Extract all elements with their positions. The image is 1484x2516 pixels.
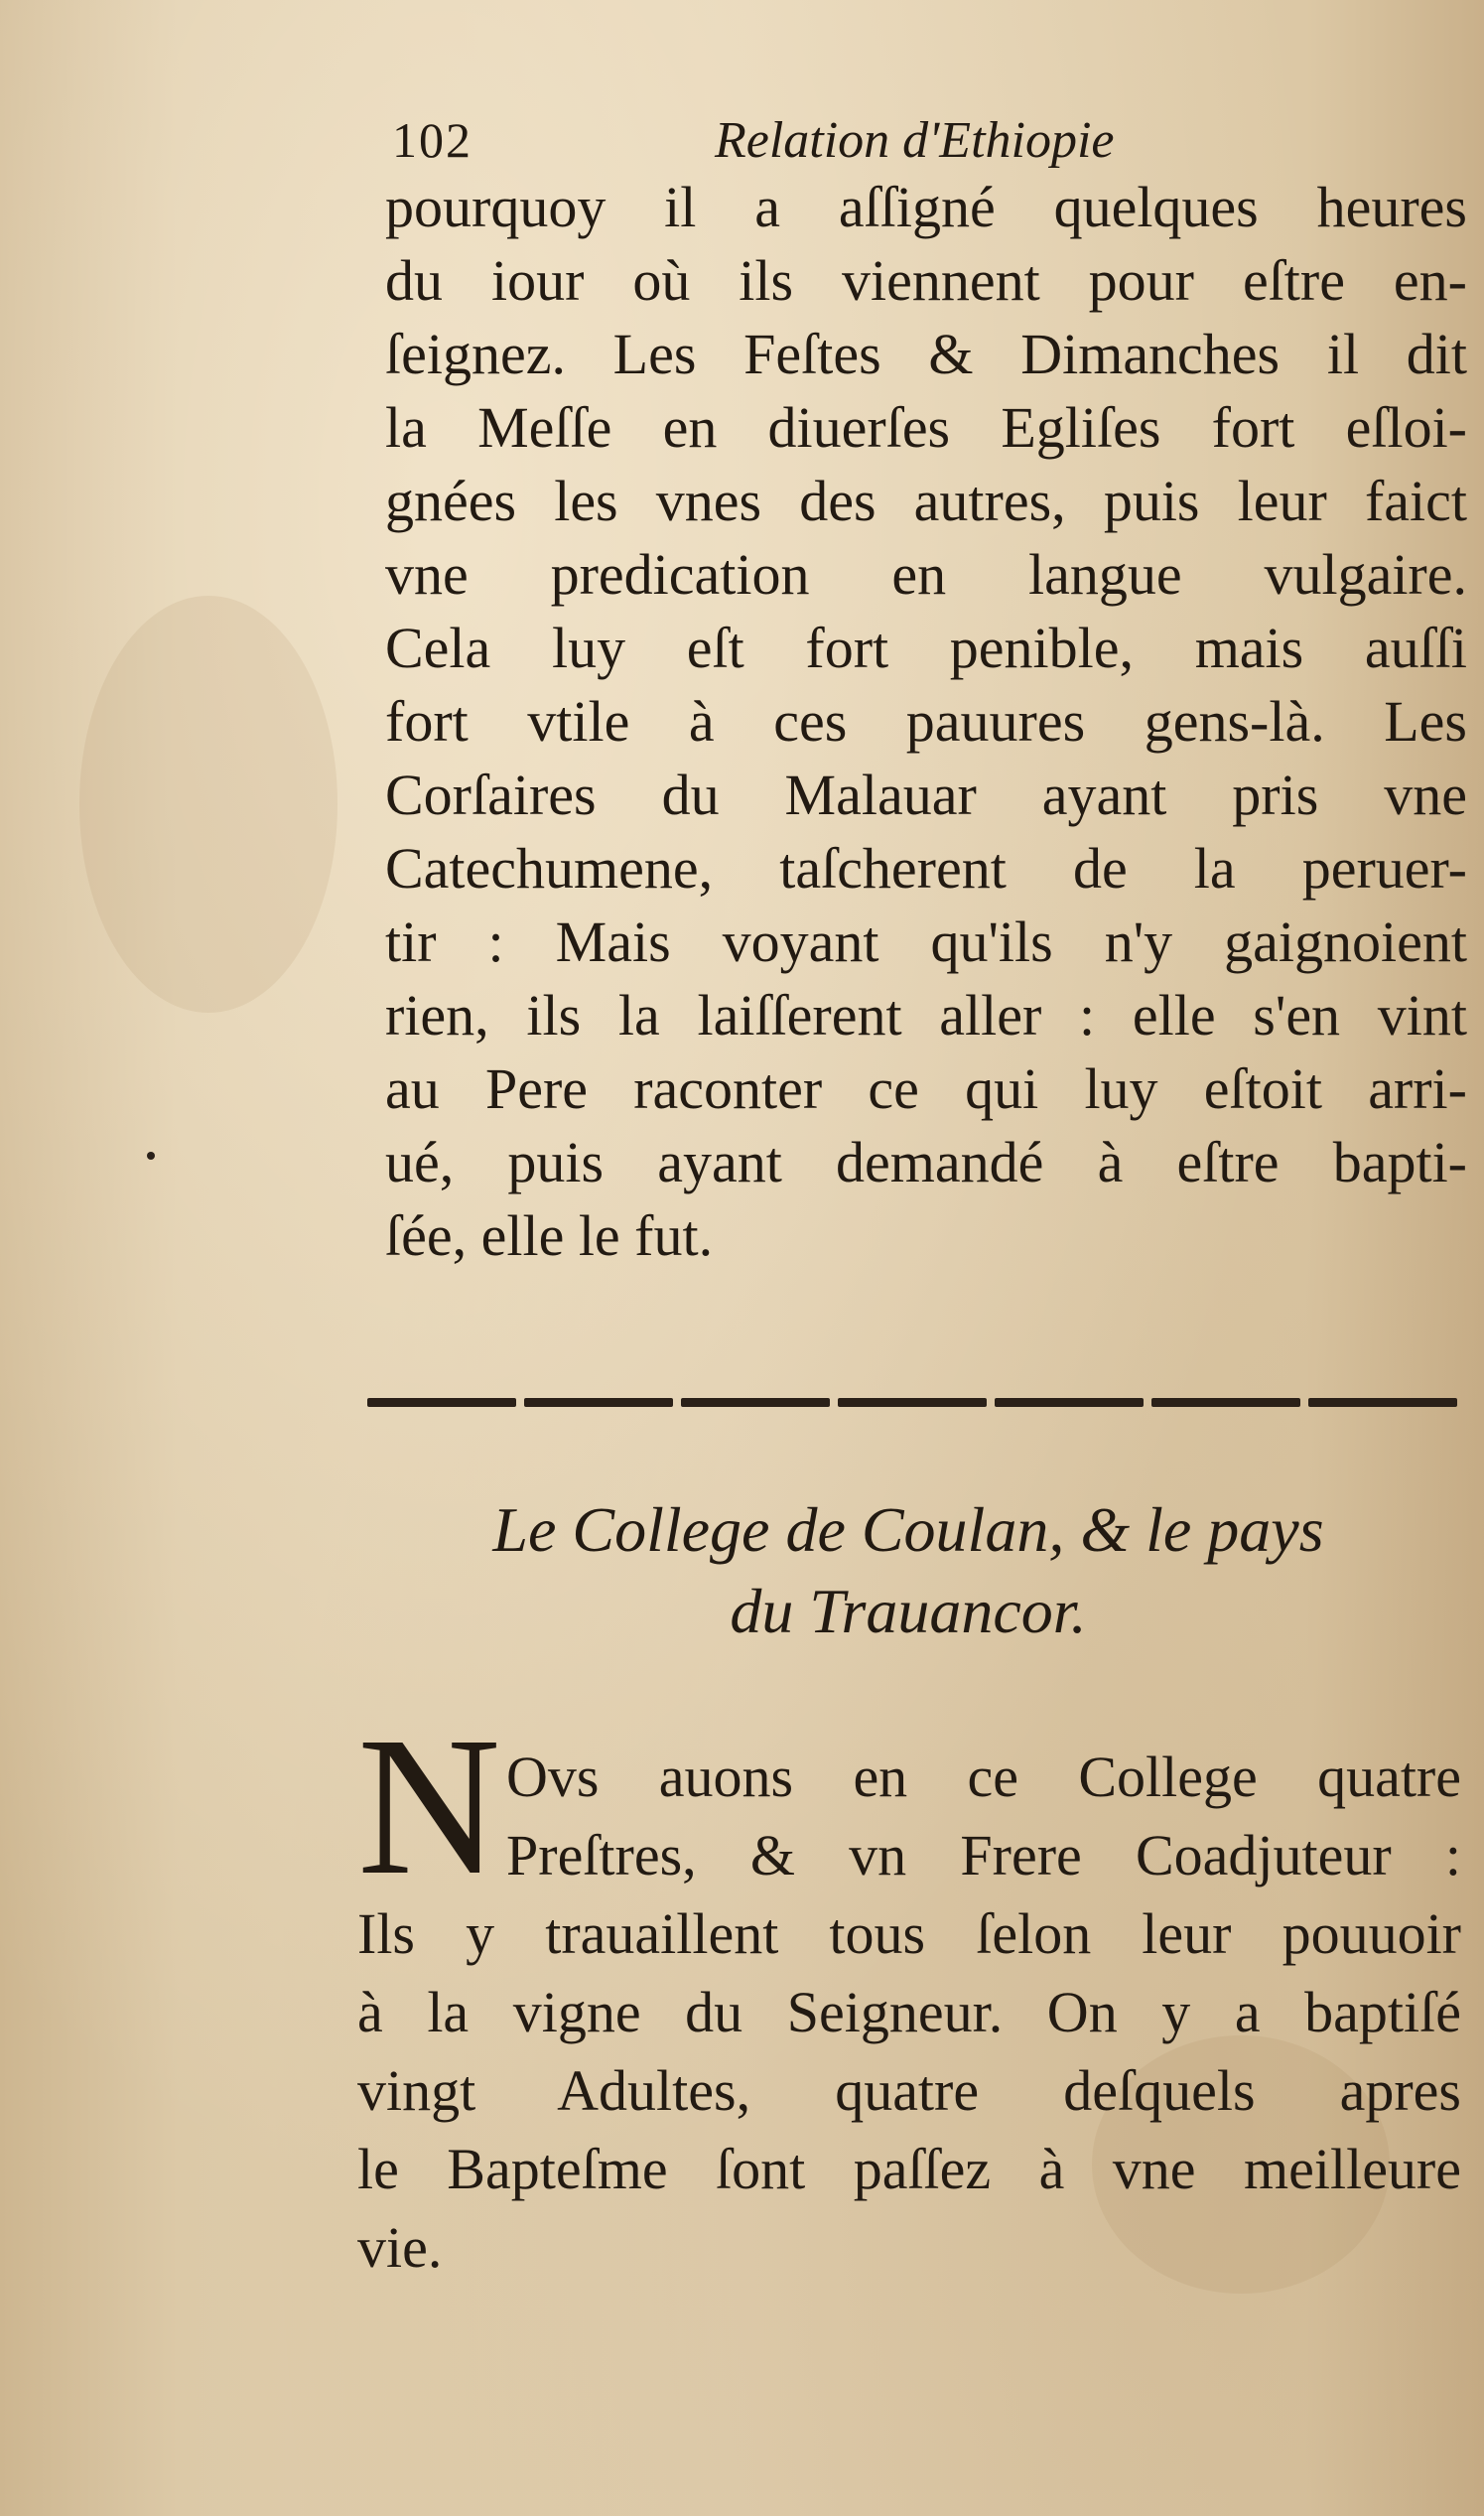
paper-stain	[79, 596, 337, 1013]
text-line: vingt Adultes, quatre deſquels apres	[357, 2058, 1461, 2123]
drop-cap-letter: N	[357, 1697, 501, 1916]
section-divider	[367, 1396, 1457, 1410]
text-line: la Meſſe en diuerſes Egliſes fort eſloi-	[385, 395, 1467, 460]
divider-dash	[681, 1398, 830, 1407]
divider-dash	[524, 1398, 673, 1407]
text-line: rien, ils la laiſſerent aller : elle s'en vint	[385, 983, 1467, 1048]
page-number: 102	[392, 112, 472, 168]
text-line: Ovs auons en ce College quatre	[506, 1745, 1461, 1809]
text-line: Cela luy eſt fort penible, mais auſſi	[385, 616, 1467, 680]
text-line: tir : Mais voyant qu'ils n'y gaignoient	[385, 909, 1467, 974]
divider-dash	[838, 1398, 987, 1407]
text-line: Corſaires du Malauar ayant pris vne	[385, 763, 1467, 827]
ink-speck	[147, 1152, 155, 1160]
running-head	[392, 111, 1464, 171]
text-line: ſeignez. Les Feſtes & Dimanches il dit	[385, 322, 1467, 386]
text-line: vie.	[357, 2215, 443, 2280]
drop-cap	[357, 1697, 506, 1916]
text-line: au Pere raconter ce qui luy eſtoit arri-	[385, 1056, 1467, 1121]
text-line: le Bapteſme ſont paſſez à vne meilleure	[357, 2137, 1461, 2201]
divider-dash	[367, 1398, 516, 1407]
text-line: ué, puis ayant demandé à eſtre bapti-	[385, 1130, 1467, 1194]
text-line: à la vigne du Seigneur. On y a baptiſé	[357, 1980, 1461, 2044]
section-title	[357, 1489, 1459, 1652]
text-line: Preſtres, & vn Frere Coadjuteur :	[506, 1823, 1461, 1887]
text-line: vne predication en langue vulgaire.	[385, 542, 1467, 607]
divider-dash	[995, 1398, 1144, 1407]
text-line: Catechumene, taſcherent de la peruer-	[385, 836, 1467, 901]
section-title-line: du Trauancor.	[730, 1576, 1087, 1646]
text-line: Ils y trauaillent tous ſelon leur pouuoir	[357, 1901, 1461, 1966]
text-line: du iour où ils viennent pour eſtre en-	[385, 248, 1467, 313]
paragraph-continuation	[385, 171, 1467, 1273]
divider-dash	[1151, 1398, 1300, 1407]
text-line: fort vtile à ces pauures gens-là. Les	[385, 689, 1467, 754]
text-line: pourquoy il a aſſigné quelques heures	[385, 175, 1467, 239]
text-line: ſée, elle le fut.	[385, 1203, 714, 1268]
running-title: Relation d'Ethiopie	[715, 112, 1115, 169]
divider-dash	[1308, 1398, 1457, 1407]
text-line: gnées les vnes des autres, puis leur faict	[385, 469, 1467, 533]
section-paragraph	[357, 1697, 1461, 2287]
section-title-line: Le College de Coulan, & le pays	[492, 1494, 1324, 1565]
